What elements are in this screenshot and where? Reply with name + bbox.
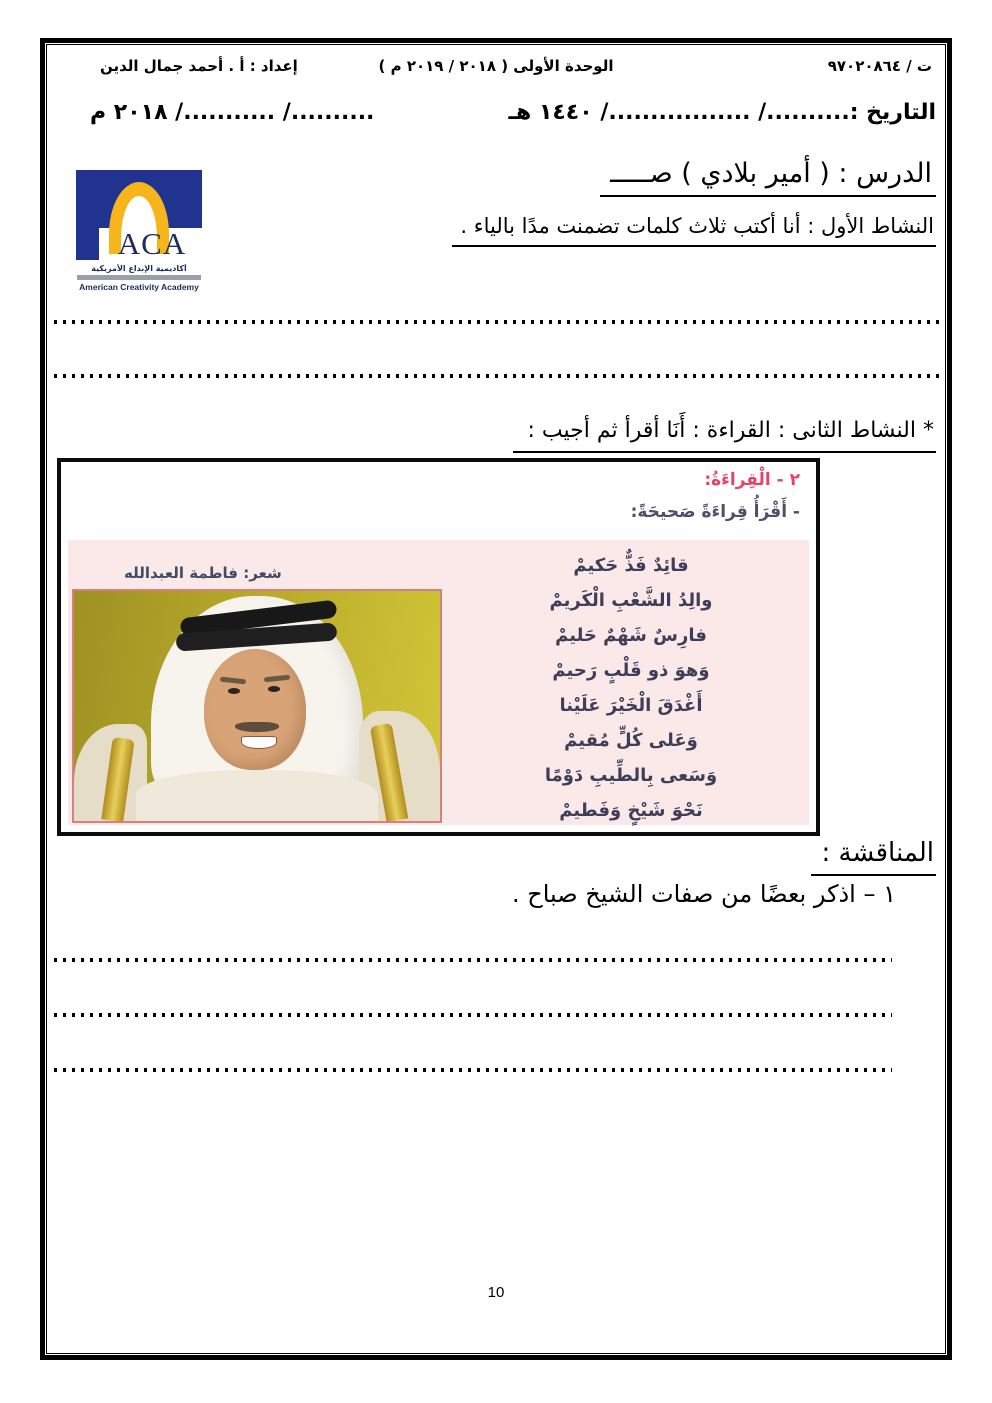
header-unit-title: الوحدة الأولى ( ٢٠١٨ / ٢٠١٩ م ) (378, 57, 614, 75)
page-number: 10 (487, 1284, 505, 1301)
poem-line: وَسَعى بِالطِّيبِ دَوْمًا (544, 765, 718, 786)
poem-line: فارِسٌ شَهْمٌ حَليمْ (555, 625, 707, 646)
answer-dotted-line (54, 320, 944, 324)
activity-two-title: * النشاط الثانى : القراءة : أَنَا أقرأ ثم أجيب : (513, 418, 936, 453)
discussion-title: المناقشة : (811, 838, 936, 876)
poem-text (495, 548, 767, 828)
answer-dotted-line (54, 374, 944, 378)
lesson-title: الدرس : ( أمير بلادي ) صـــــ (600, 158, 936, 197)
poem-panel (68, 540, 809, 825)
answer-dotted-line (54, 958, 892, 962)
logo-acronym: ACA (117, 226, 187, 261)
poem-line: نَحْوَ شَيْخٍ وَفَطيمْ (559, 800, 703, 821)
reading-box (57, 458, 820, 836)
logo-english-name: American Creativity Academy (79, 282, 199, 292)
header-phone: ت / ٩٧٠٢٠٨٦٤ (827, 57, 932, 75)
portrait-robe (136, 770, 378, 823)
portrait-eye (228, 688, 240, 694)
activity-one-title: النشاط الأول : أنا أكتب ثلاث كلمات تضمنت مدًا بالياء . (452, 214, 936, 247)
answer-dotted-line (54, 1068, 892, 1072)
date-hijri: التاريخ :........../ ................./ ١٤٤٠ هـ (508, 100, 936, 125)
discussion-question-1: ١ – اذكر بعضًا من صفات الشيخ صباح . (511, 880, 896, 908)
logo-arabic-name: أكاديمية الإبداع الأمريكية (91, 264, 187, 273)
answer-dotted-line (54, 1013, 892, 1017)
header-prepared-by: إعداد : أ . أحمد جمال الدين (100, 57, 298, 75)
logo-divider-bar (77, 275, 201, 280)
reading-heading: ٢ - الْقِراءَةُ: (704, 470, 800, 490)
poem-line: وَهوَ ذو قَلْبٍ رَحيمْ (552, 660, 710, 681)
reading-subheading: - أَقْرَأُ قِراءَةً صَحيحَةً: (630, 502, 800, 522)
portrait-face (204, 649, 306, 771)
poem-line: وَعَلى كُلٍّ مُقيمْ (564, 730, 698, 751)
poem-line: والِدُ الشَّعْبِ الْكَريمْ (549, 590, 713, 611)
poem-attribution: شعر: فاطمة العبدالله (124, 564, 282, 582)
sheikh-portrait-photo (72, 589, 442, 823)
poem-line: أَغْدَقَ الْخَيْرَ عَلَيْنا (559, 695, 703, 716)
date-line (90, 100, 936, 125)
poem-line: قائِدٌ فَذٌّ حَكيمْ (573, 555, 689, 576)
aca-logo (75, 170, 205, 290)
date-gregorian: ........../ .........../ ٢٠١٨ م (90, 100, 375, 125)
